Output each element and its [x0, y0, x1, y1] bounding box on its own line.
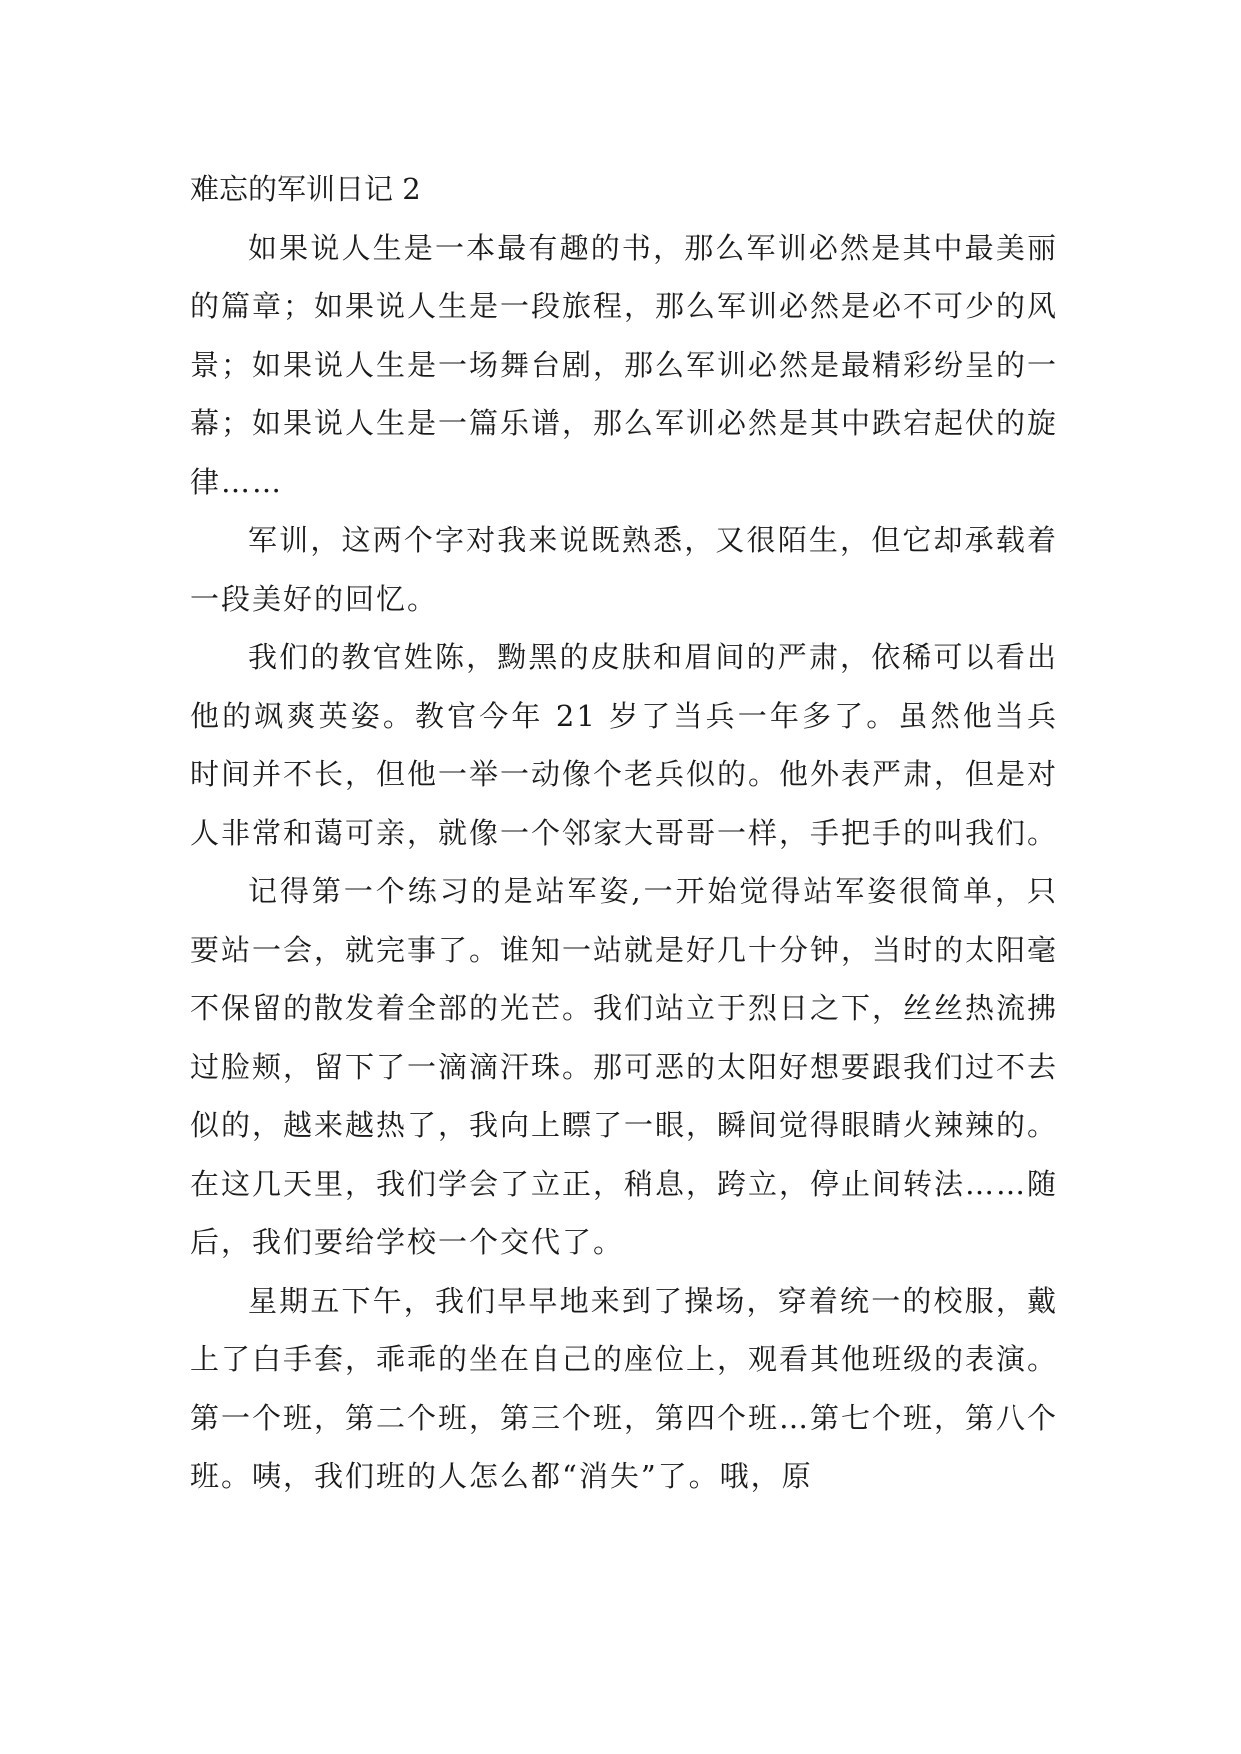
document-title: 难忘的军训日记 2 [190, 172, 421, 206]
paragraph-standing-posture: 记得第一个练习的是站军姿,一开始觉得站军姿很简单，只要站一会，就完事了。谁知一站就是好几十分钟，当时的太阳毫不保留的散发着全部的光芒。我们站立于烈日之下，丝丝热流拂过脸颊，留下了一滴滴汗珠。那可恶的太阳好想要跟我们过不去似的，越来越热了，我向上瞟了一眼，瞬间觉得眼睛火辣辣的。在这几天里，我们学会了立正，稍息，跨立，停止间转法……随后，我们要给学校一个交代了。 [190, 874, 1059, 1259]
paragraph-friday-performance: 星期五下午，我们早早地来到了操场，穿着统一的校服，戴上了白手套，乖乖的坐在自己的座位上，观看其他班级的表演。第一个班，第二个班，第三个班，第四个班…第七个班，第八个班。咦，我们班的人怎么都“消失”了。哦，原 [190, 1283, 1059, 1493]
document-body [190, 160, 1058, 1506]
paragraph-instructor: 我们的教官姓陈，黝黑的皮肤和眉间的严肃，依稀可以看出他的飒爽英姿。教官今年 21 岁了当兵一年多了。虽然他当兵时间并不长，但他一举一动像个老兵似的。他外表严肃，但是对人非常和蔼可亲，就像一个邻家大哥哥一样，手把手的叫我们。 [190, 640, 1059, 850]
paragraph-military-training: 军训，这两个字对我来说既熟悉，又很陌生，但它却承载着一段美好的回忆。 [190, 523, 1058, 616]
paragraph-intro: 如果说人生是一本最有趣的书，那么军训必然是其中最美丽的篇章；如果说人生是一段旅程，那么军训必然是必不可少的风景；如果说人生是一场舞台剧，那么军训必然是最精彩纷呈的一幕；如果说人生是一篇乐谱，那么军训必然是其中跌宕起伏的旋律…… [190, 230, 1059, 499]
